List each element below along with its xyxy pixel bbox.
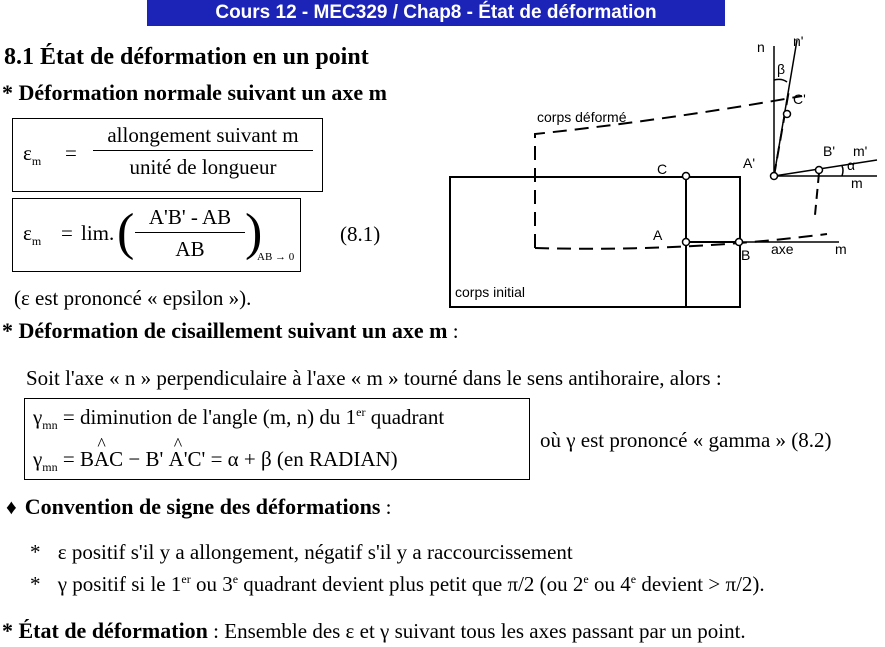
fraction (93, 123, 313, 180)
shear-heading-line (2, 318, 459, 344)
convention-item-epsilon (30, 540, 573, 565)
equals-sign: = (61, 221, 73, 245)
fraction-denominator: AB (175, 237, 205, 261)
shear-heading-colon: : (447, 319, 459, 343)
point-A-marker (683, 239, 690, 246)
label-m-prime: m' (853, 143, 868, 159)
normal-strain-heading: * Déformation normale suivant un axe m (2, 80, 387, 105)
epsilon-m-symbol: $\varepsilon_m$ (23, 221, 42, 249)
strain-limit-box (12, 198, 301, 272)
left-paren: ( (117, 204, 135, 261)
point-B-prime-marker (816, 167, 823, 174)
convention-item-gamma (30, 572, 765, 597)
diamond-bullet-icon: ♦ (6, 495, 17, 519)
gamma-angle-rest: = α + β (en RADIAN) (210, 447, 398, 471)
strain-state-text: : Ensemble des ε et γ suivant tous les axes passant par un point. (207, 619, 746, 643)
right-paren: ) (245, 204, 263, 261)
convention-heading: Convention de signe des déformations (24, 494, 381, 519)
label-beta: β (777, 61, 786, 77)
fraction-numerator: A'B' - AB (135, 205, 245, 233)
gamma-angle-line (33, 447, 398, 475)
gamma-definition-tail: quadrant (365, 405, 445, 429)
label-alpha: α (847, 157, 856, 173)
label-A: A (653, 227, 663, 243)
label-C-prime: C' (793, 91, 806, 107)
label-corps-initial: corps initial (455, 284, 526, 300)
label-n: n (757, 39, 765, 55)
fraction-numerator: allongement suivant m (93, 123, 313, 151)
point-C-marker (683, 173, 690, 180)
angle-beta-arc (774, 79, 787, 82)
label-C: C (657, 161, 668, 177)
label-corps-deforme: corps déformé (537, 109, 627, 125)
shear-intro: Soit l'axe « n » perpendiculaire à l'axe « m » tourné dans le sens antihoraire, alors : (26, 366, 722, 390)
label-B: B (741, 247, 751, 263)
convention-text: γ positif si le 1er ou 3e quadrant devient plus petit que π/2 (ou 2e ou 4e devient > π/2). (57, 572, 765, 596)
star-bullet: * (30, 540, 41, 564)
label-m: m (835, 241, 847, 257)
point-C-prime-marker (784, 111, 791, 118)
limit-fraction (135, 205, 245, 262)
label-axe: axe (771, 241, 794, 257)
convention-heading-line (6, 494, 392, 520)
equation-number-8-1: (8.1) (340, 222, 381, 246)
angle-alpha-arc (842, 166, 843, 176)
page-header-banner: Cours 12 - MEC329 / Chap8 - État de déformation (147, 0, 725, 26)
gamma-note: où γ est prononcé « gamma » (8.2) (540, 428, 832, 452)
minus-sign: − (128, 447, 141, 471)
fraction-denominator: unité de longueur (129, 155, 277, 179)
gamma-mn-symbol: $\gamma_{mn}$ (33, 447, 58, 475)
label-n-prime: n' (793, 33, 804, 49)
star-bullet: * (30, 572, 41, 596)
section-title: 8.1 État de déformation en un point (4, 44, 369, 70)
equals-sign: = (62, 447, 75, 471)
point-B-marker (736, 239, 743, 246)
convention-colon: : (380, 495, 392, 519)
label-A-prime: A' (743, 155, 756, 171)
limit-subscript: AB → 0 (257, 251, 295, 263)
strain-state-line (2, 618, 746, 644)
epsilon-note: (ε est prononcé « epsilon »). (14, 286, 252, 310)
deformation-diagram (447, 30, 885, 312)
gamma-definition-line (33, 405, 444, 433)
label-B-prime: B' (823, 143, 836, 159)
shear-definition-box (24, 398, 530, 480)
strain-state-label: * État de déformation (2, 618, 208, 643)
label-m-local: m (851, 175, 863, 191)
gamma-mn-symbol: $\gamma_{mn}$ (33, 405, 58, 433)
axis-m-prime-line (774, 160, 877, 176)
equals-sign: = (65, 141, 77, 165)
gamma-definition-text: = diminution de l'angle (m, n) du 1 (62, 405, 357, 429)
angle-BAC: B^ AC (80, 447, 123, 471)
deformed-side-B (815, 173, 819, 215)
shear-heading: * Déformation de cisaillement suivant un axe m (2, 318, 448, 343)
superscript: er (356, 405, 366, 419)
epsilon-m-symbol: $\varepsilon_m$ (23, 141, 42, 169)
angle-BprimeAprimeCprime: B' ^ A'C' (146, 447, 206, 471)
strain-definition-box (12, 118, 323, 192)
convention-text: ε positif s'il y a allongement, négatif s'il y a raccourcissement (57, 540, 573, 564)
point-A-prime-marker (771, 173, 778, 180)
limit-operator: lim. (81, 221, 115, 245)
